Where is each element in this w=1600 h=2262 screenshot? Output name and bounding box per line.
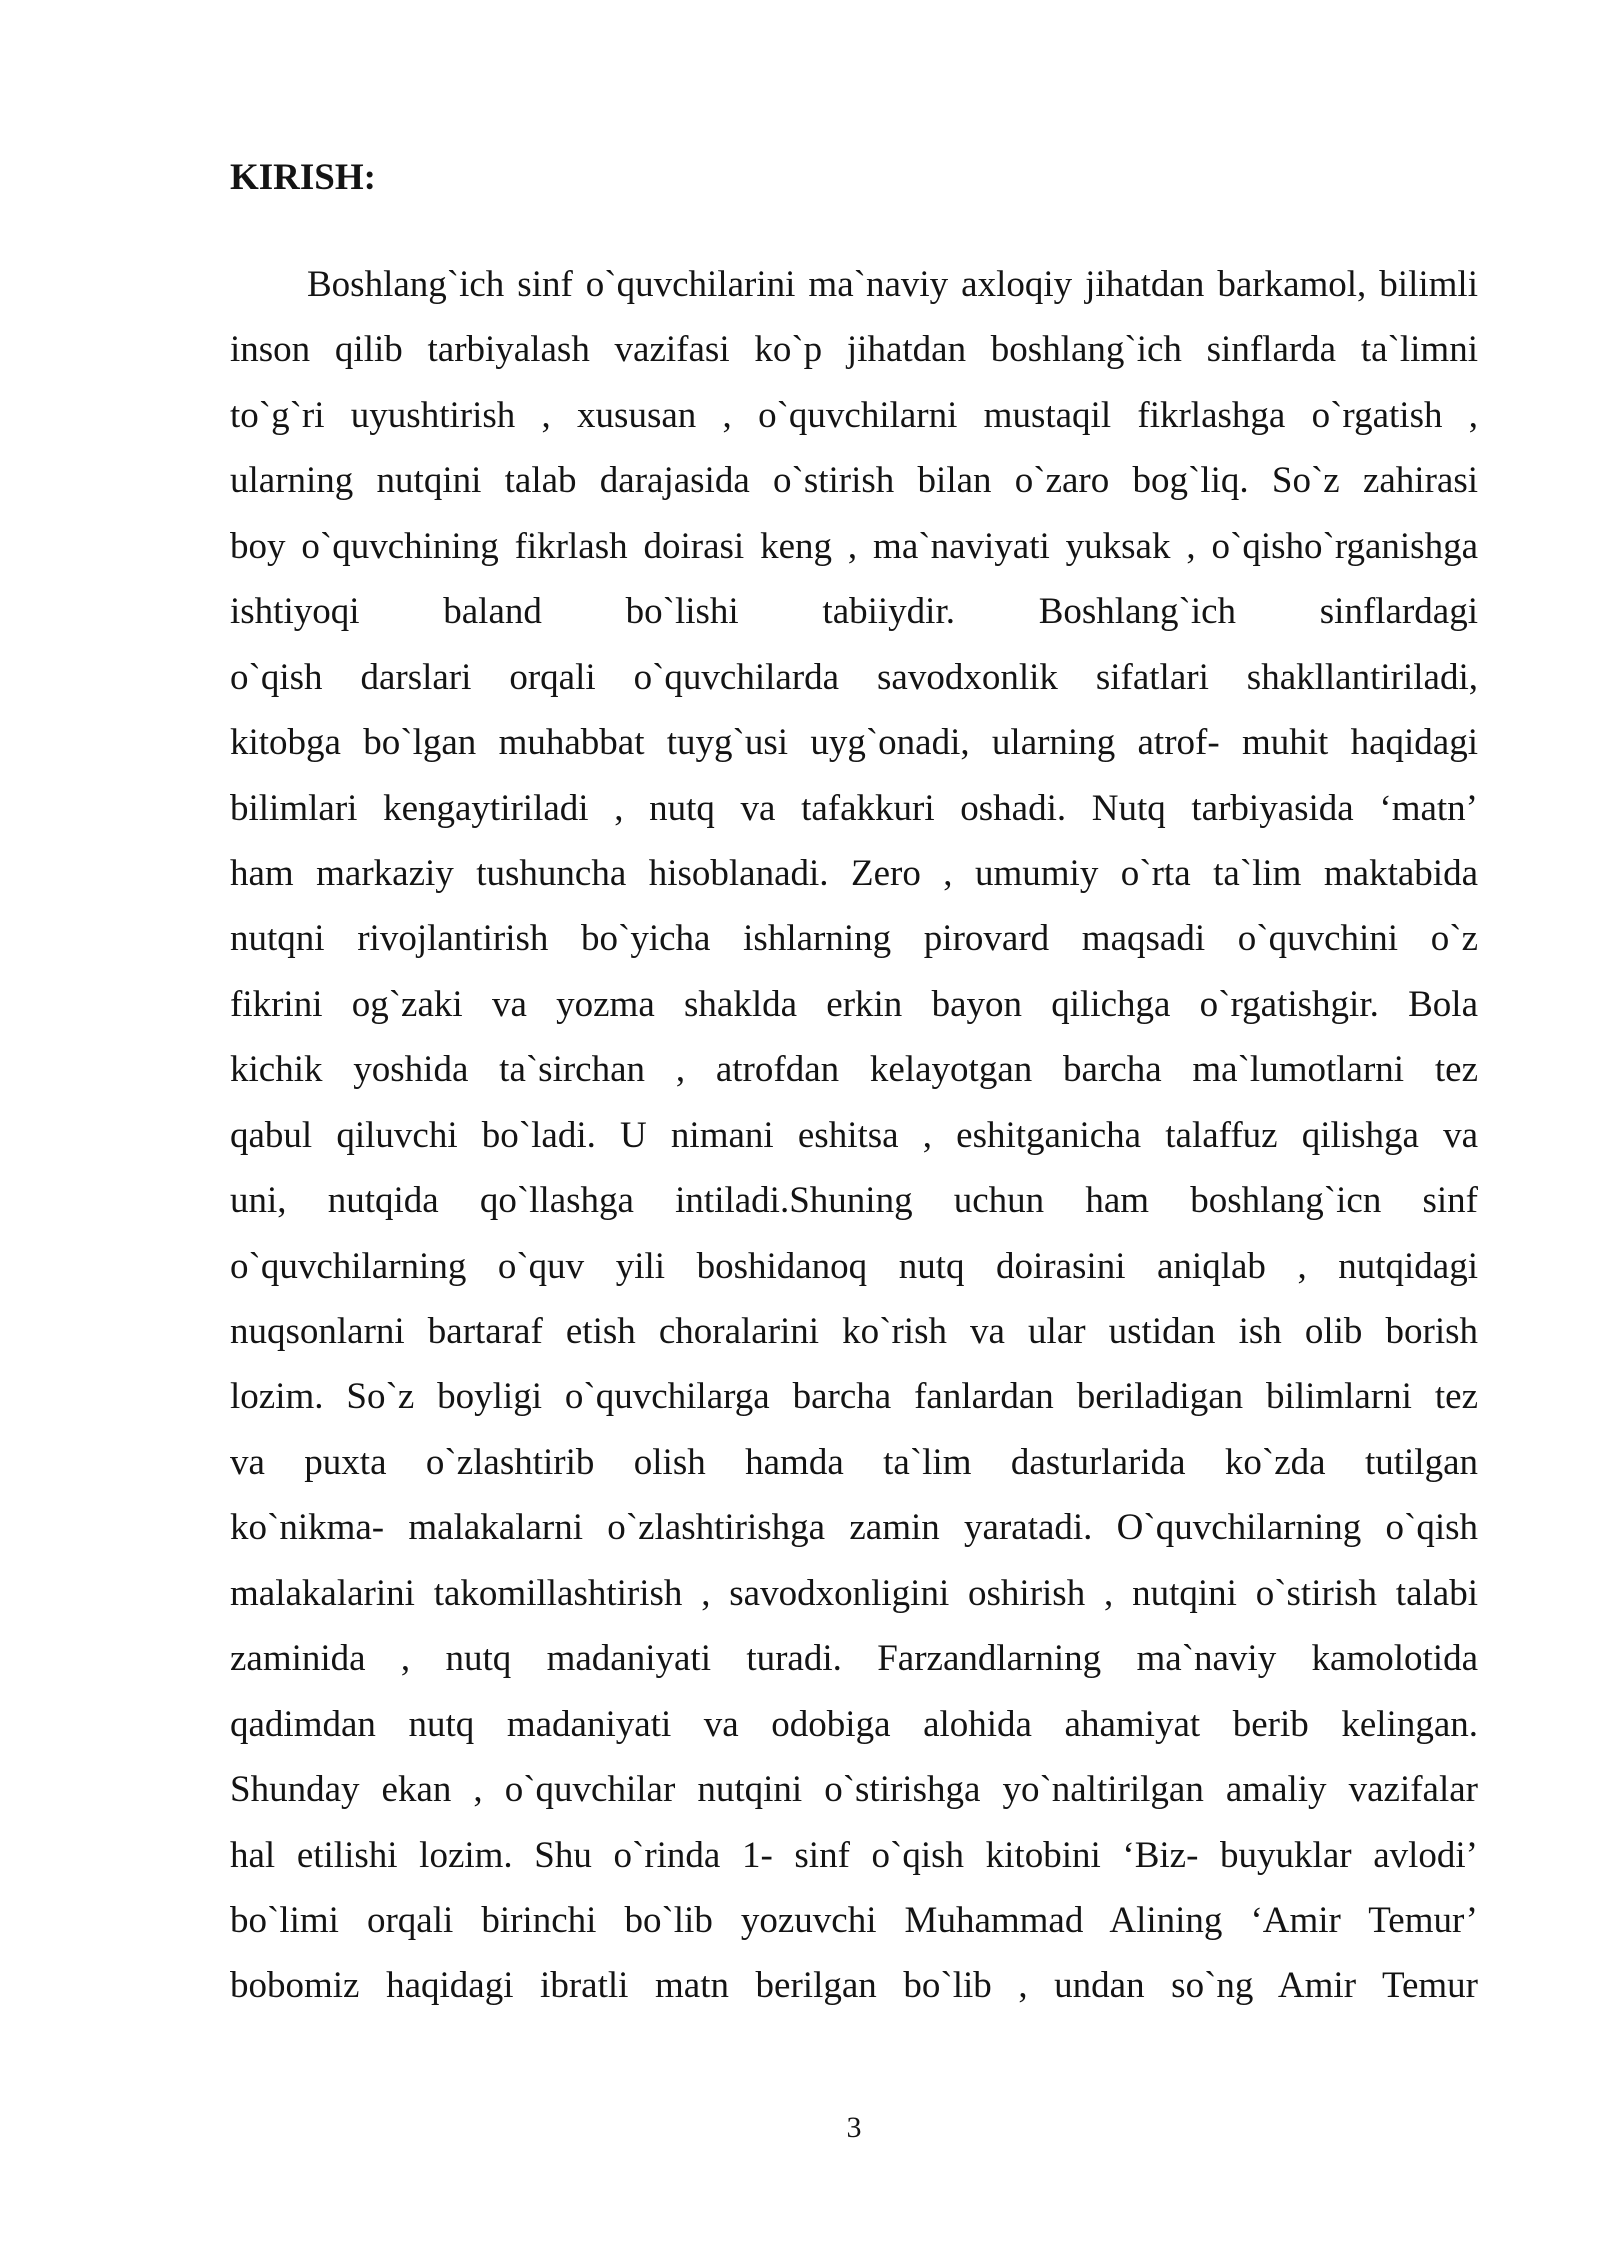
paragraph-line: fikrini og`zaki va yozma shaklda erkin bayon qilichga o`rgatishgir. Bola [230, 983, 1478, 1025]
paragraph-line: Shunday ekan , o`quvchilar nutqini o`stirishga yo`naltirilgan amaliy vazifalar [230, 1769, 1478, 1811]
paragraph-line: hal etilishi lozim. Shu o`rinda 1- sinf o`qish kitobini ‘Biz- buyuklar avlodi’ [230, 1834, 1478, 1876]
paragraph-line: Boshlang`ich sinf o`quvchilarini ma`naviy axloqiy jihatdan barkamol, bilimli [307, 264, 1478, 305]
paragraph-line: o`quvchilarning o`quv yili boshidanoq nutq doirasini aniqlab , nutqidagi [230, 1245, 1478, 1287]
paragraph-line: bobomiz haqidagi ibratli matn berilgan bo`lib , undan so`ng Amir Temur [230, 1965, 1478, 2007]
paragraph-line: bo`limi orqali birinchi bo`lib yozuvchi Muhammad Alining ‘Amir Temur’ [230, 1899, 1478, 1941]
paragraph-line: va puxta o`zlashtirib olish hamda ta`lim dasturlarida ko`zda tutilgan [230, 1441, 1478, 1483]
paragraph-line: lozim. So`z boyligi o`quvchilarga barcha fanlardan beriladigan bilimlarni tez [230, 1376, 1478, 1418]
paragraph-line: nutqni rivojlantirish bo`yicha ishlarning pirovard maqsadi o`quvchini o`z [230, 918, 1478, 960]
paragraph-line: boy o`quvchining fikrlash doirasi keng , ma`naviyati yuksak , o`qisho`rganishga [230, 525, 1478, 567]
paragraph-line: qabul qiluvchi bo`ladi. U nimani eshitsa , eshitganicha talaffuz qilishga va [230, 1114, 1478, 1156]
paragraph-line: kitobga bo`lgan muhabbat tuyg`usi uyg`onadi, ularning atrof- muhit haqidagi [230, 722, 1478, 764]
paragraph-line: malakalarini takomillashtirish , savodxonligini oshirish , nutqini o`stirish talabi [230, 1572, 1478, 1614]
paragraph-line: bilimlari kengaytiriladi , nutq va tafakkuri oshadi. Nutq tarbiyasida ‘matn’ [230, 787, 1478, 829]
paragraph-line: o`qish darslari orqali o`quvchilarda savodxonlik sifatlari shakllantiriladi, [230, 656, 1478, 698]
section-heading: KIRISH: [230, 157, 376, 198]
paragraph-line: ularning nutqini talab darajasida o`stirish bilan o`zaro bog`liq. So`z zahirasi [230, 460, 1478, 502]
paragraph-line: ham markaziy tushuncha hisoblanadi. Zero , umumiy o`rta ta`lim maktabida [230, 852, 1478, 894]
paragraph-line: inson qilib tarbiyalash vazifasi ko`p jihatdan boshlang`ich sinflarda ta`limni [230, 329, 1478, 371]
paragraph-line: kichik yoshida ta`sirchan , atrofdan kelayotgan barcha ma`lumotlarni tez [230, 1049, 1478, 1091]
paragraph-line: uni, nutqida qo`llashga intiladi.Shuning uchun ham boshlang`icn sinf [230, 1180, 1478, 1222]
page-number: 3 [846, 2111, 862, 2144]
body-paragraph [230, 252, 1478, 2019]
paragraph-line: to`g`ri uyushtirish , xususan , o`quvchilarni mustaqil fikrlashga o`rgatish , [230, 394, 1478, 436]
paragraph-line: qadimdan nutq madaniyati va odobiga alohida ahamiyat berib kelingan. [230, 1703, 1478, 1745]
paragraph-line: ishtiyoqi baland bo`lishi tabiiydir. Boshlang`ich sinflardagi [230, 591, 1478, 633]
paragraph-line: zaminida , nutq madaniyati turadi. Farzandlarning ma`naviy kamolotida [230, 1638, 1478, 1680]
paragraph-line: nuqsonlarni bartaraf etish choralarini ko`rish va ular ustidan ish olib borish [230, 1311, 1478, 1352]
paragraph-line: ko`nikma- malakalarni o`zlashtirishga zamin yaratadi. O`quvchilarning o`qish [230, 1507, 1478, 1549]
